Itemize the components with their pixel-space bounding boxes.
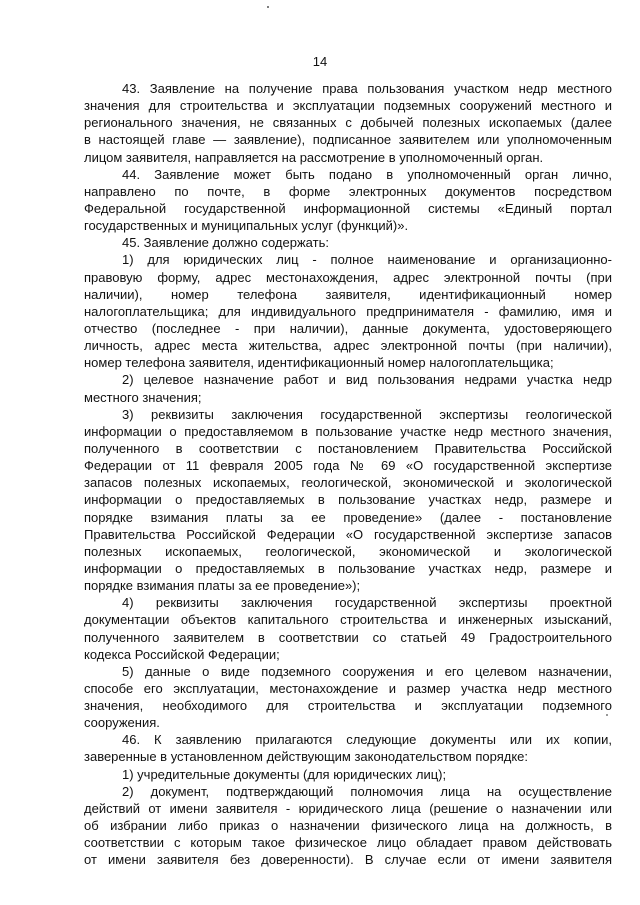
text-line: в настоящей главе — заявление), подписанное заявителем или уполномоченным (84, 132, 612, 148)
text-line: порядке взимания платы за ее проведение»); (84, 578, 361, 594)
text-line: 2) документ, подтверждающий полномочия лица на осуществление (122, 783, 612, 799)
text-line: 1) учредительные документы (для юридических лиц); (122, 766, 447, 782)
text-line: значения, необходимого для строительства и эксплуатации подземного (84, 698, 612, 714)
text-line: 43. Заявление на получение права пользования участком недр местного (122, 81, 612, 96)
text-line: Правительства Российской Федерации «О государственной экспертизе запасов (84, 526, 612, 542)
scan-speck (267, 6, 269, 8)
text-line: информации о предоставляемых в пользование участках недр, размере и (84, 560, 612, 576)
text-line: 5) данные о виде подземного сооружения и его целевом назначении, (122, 663, 612, 679)
text-line: отчество (последнее - при наличии), данные документа, удостоверяющего (84, 320, 612, 336)
text-line: Федерации от 11 февраля 2005 года № 69 «О государственной экспертизе (84, 458, 612, 474)
text-line: информации о предоставляемом в пользование участке недр местного значения, (84, 423, 612, 439)
text-line: правовую форму, адрес местонахождения, адрес электронной почты (при (84, 269, 612, 285)
text-line: информации о предоставляемых в пользование участках недр, размере и (84, 492, 612, 508)
document-body (84, 80, 612, 868)
text-line: государственных и муниципальных услуг (функций)». (84, 218, 409, 234)
text-line: полученного в соответствии с постановлением Правительства Российской (84, 440, 612, 456)
text-line: местного значения; (84, 389, 202, 405)
text-line: 1) для юридических лиц - полное наименование и организационно- (122, 252, 612, 268)
text-line: лицом заявителя, направляется на рассмотрение в уполномоченный орган. (84, 149, 544, 165)
text-line: полезных ископаемых, геологической, экономической и экологической (84, 543, 612, 559)
text-line: 44. Заявление может быть подано в уполномоченный орган лично, (122, 166, 612, 182)
text-line: 46. К заявлению прилагаются следующие документы или их копии, (122, 732, 612, 748)
text-line: соответствии с которым такое физическое лицо обладает правом действовать (84, 835, 612, 851)
text-line: 4) реквизиты заключения государственной экспертизы проектной (122, 595, 612, 611)
text-line: документации объектов капитального строительства и инженерных изысканий, (84, 612, 612, 628)
page-number: 14 (312, 54, 328, 69)
text-line: значения для строительства и эксплуатации подземных сооружений местного и (84, 98, 612, 114)
text-line: направлено по почте, в форме электронных документов посредством (84, 183, 612, 199)
text-line: от имени заявителя без доверенности). В случае если от имени заявителя (84, 852, 612, 868)
text-line: регионального значения, не связанных с добычей полезных ископаемых (далее (84, 115, 612, 131)
text-line: Федеральной государственной информационной системы «Единый портал (84, 200, 612, 216)
text-line: полученного заявителем в соответствии со статьей 49 Градостроительного (84, 629, 612, 645)
text-line: запасов полезных ископаемых, геологической, экономической и экологической (84, 475, 612, 491)
text-line: номер телефона заявителя, идентификационный номер налогоплательщика; (84, 355, 554, 371)
text-line: об избрании либо приказ о назначении физического лица на должность, в (84, 818, 612, 834)
text-line: способе его эксплуатации, местонахождение и размер участка недр местного (84, 680, 612, 696)
text-line: наличии), номер телефона заявителя, идентификационный номер (84, 286, 612, 302)
text-line: личность, адрес места жительства, адрес электронной почты (при наличии), (84, 338, 612, 354)
text-line: сооружения. (84, 715, 160, 731)
text-line: налогоплательщика; для индивидуального предпринимателя - фамилию, имя и (84, 303, 612, 319)
text-line: действий от имени заявителя - юридического лица (решение о назначении или (84, 800, 612, 816)
text-line: порядке взимания платы за ее проведение» (далее - постановление (84, 509, 612, 525)
text-line: кодекса Российской Федерации; (84, 646, 280, 662)
text-line: 3) реквизиты заключения государственной экспертизы геологической (122, 406, 612, 422)
text-line: заверенные в установленном действующим законодательством порядке: (84, 749, 528, 765)
text-line: 45. Заявление должно содержать: (122, 235, 329, 251)
text-line: 2) целевое назначение работ и вид пользования недрами участка недр (122, 372, 612, 388)
